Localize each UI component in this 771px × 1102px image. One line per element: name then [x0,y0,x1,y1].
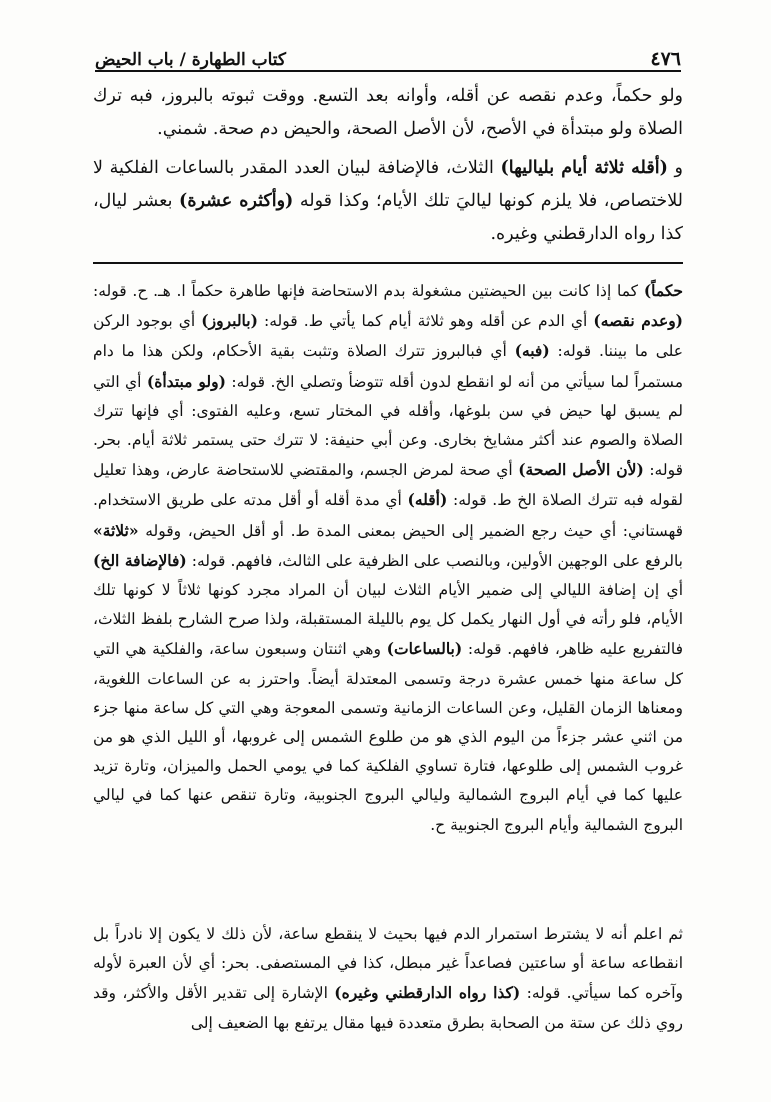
main-text-paragraph: و (أقله ثلاثة أيام بلياليها) الثلاث، فالإضافة لبيان العدد المقدر بالساعات الفلكية لا للاختصاص، فلا يلزم كونها لياليَ تلك الأيام؛ وكذا قوله (وأكثره عشرة) بعشر ليال، كذا رواه الدارقطني وغيره. [93,158,683,244]
lemma-bold: «ثلاثة» [93,520,139,540]
running-title: كتاب الطهارة / باب الحيض [95,50,287,70]
commentary [93,276,683,840]
lemma-bold: (أقله) [407,490,448,510]
lemma-bold: (وأكثره عشرة) [179,191,294,211]
commentary-paragraph: ثم اعلم أنه لا يشترط استمرار الدم فيها بحيث لا ينقطع ساعة، لأن ذلك لا يكون إلا نادراً بل انقطاعه ساعة أو ساعتين فصاعداً غير مبطل، كذا في المستصفى. بحر: أي لأن العبرة لأوله وآخره كما سيأتي. قوله: (كذا رواه الدارقطني وغيره) الإشارة إلى تقدير الأقل والأكثر، وقد روي ذلك عن ستة من الصحابة بطرق متعددة فيها مقال يرتفع بها الضعيف إلى [93,925,683,1032]
main-text [93,80,683,251]
lemma-bold: (أقله ثلاثة أيام بلياليها) [500,158,668,178]
lemma-bold: حكماً) [643,281,683,300]
page-number: ٤٧٦ [650,48,681,70]
main-text-paragraph: ولو حكماً، وعدم نقصه عن أقله، وأوانه بعد التسع. ووقت ثبوته بالبروز، فبه ترك الصلاة ولو مبتدأة في الأصح، لأن الأصل الصحة، والحيض دم صحة. شمني. [93,86,683,139]
commentary-continuation [93,920,683,1038]
commentary-paragraph: حكماً) كما إذا كانت بين الحيضتين مشغولة بدم الاستحاضة فإنها طاهرة حكماً ا. هـ. ح. قوله: (وعدم نقصه) أي الدم عن أقله وهو ثلاثة أيام كما يأتي ط. قوله: (بالبروز) أي بوجود الركن على ما بيننا. قوله: (فبه) أي فبالبروز تترك الصلاة وتثبت بقية الأحكام، ولكن هذا ما دام مستمراً لما سيأتي من أنه لو انقطع لدون أقله تتوضأ وتصلي الخ. قوله: (ولو مبتدأة) أي التي لم يسبق لها حيض في سن بلوغها، وأقله في المختار تسع، وعليه الفتوى: أي فإنها تترك الصلاة والصوم عند أكثر مشايخ بخارى. وعن أبي حنيفة: لا تترك حتى يستمر ثلاثة أيام. بحر. قوله: (لأن الأصل الصحة) أي صحة لمرض الجسم، والمقتضي للاستحاضة عارض، وهذا تعليل لقوله فبه تترك الصلاة الخ ط. قوله: (أقله) أي مدة أقله أو أقل مدته على طريق الاستخدام. قهستاني: أي حيث رجع الضمير إلى الحيض بمعنى المدة ط. أو أقل الحيض، وقوله «ثلاثة» بالرفع على الوجهين الأولين، وبالنصب على الظرفية على الثالث، فافهم. قوله: (فالإضافة الخ) أي إن إضافة الليالي إلى ضمير الأيام الثلاث لبيان أن المراد مجرد كونها ثلاثاً لا كونها تلك الأيام، فلو رأته في أول النهار يكمل كل يوم بالليلة المستقبلة، ولذا صرح الشارح بلفظ الثلاث، فالتفريع عليه ظاهر، فافهم. قوله: (بالساعات) وهي اثنتان وسبعون ساعة، والفلكية هي التي كل ساعة منها خمس عشرة درجة وتسمى المعتدلة أيضاً. واحترز به عن الساعات اللغوية، ومعناها الزمان القليل، وعن الساعات الزمانية وتسمى المعوجة وهي التي كل ساعة منها جزء من اثني عشر جزءاً من اليوم الذي هو من طلوع الشمس إلى غروبها، أو الليل الذي هو من غروب الشمس إلى طلوعها، فتارة تساوي الفلكية كما في يومي الحمل والميزان، وتارة تزيد عليها كما في أيام البروج الشمالية وليالي البروج الجنوبية، وتارة تنقص عنها كما في ليالي البروج الشمالية وأيام البروج الجنوبية ح. [93,281,684,834]
lemma-bold: (ولو مبتدأة) [146,371,226,391]
lemma-bold: (فالإضافة الخ) [93,550,187,570]
lemma-bold: (وعدم نقصه) [593,311,684,331]
section-divider [93,262,683,264]
lemma-bold: (كذا رواه الدارقطني وغيره) [334,983,521,1003]
page-header [95,40,681,72]
lemma-bold: (لأن الأصل الصحة) [518,460,644,480]
lemma-bold: (بالبروز) [201,311,258,331]
lemma-bold: (بالساعات) [386,639,463,659]
lemma-bold: (فبه) [514,341,550,361]
